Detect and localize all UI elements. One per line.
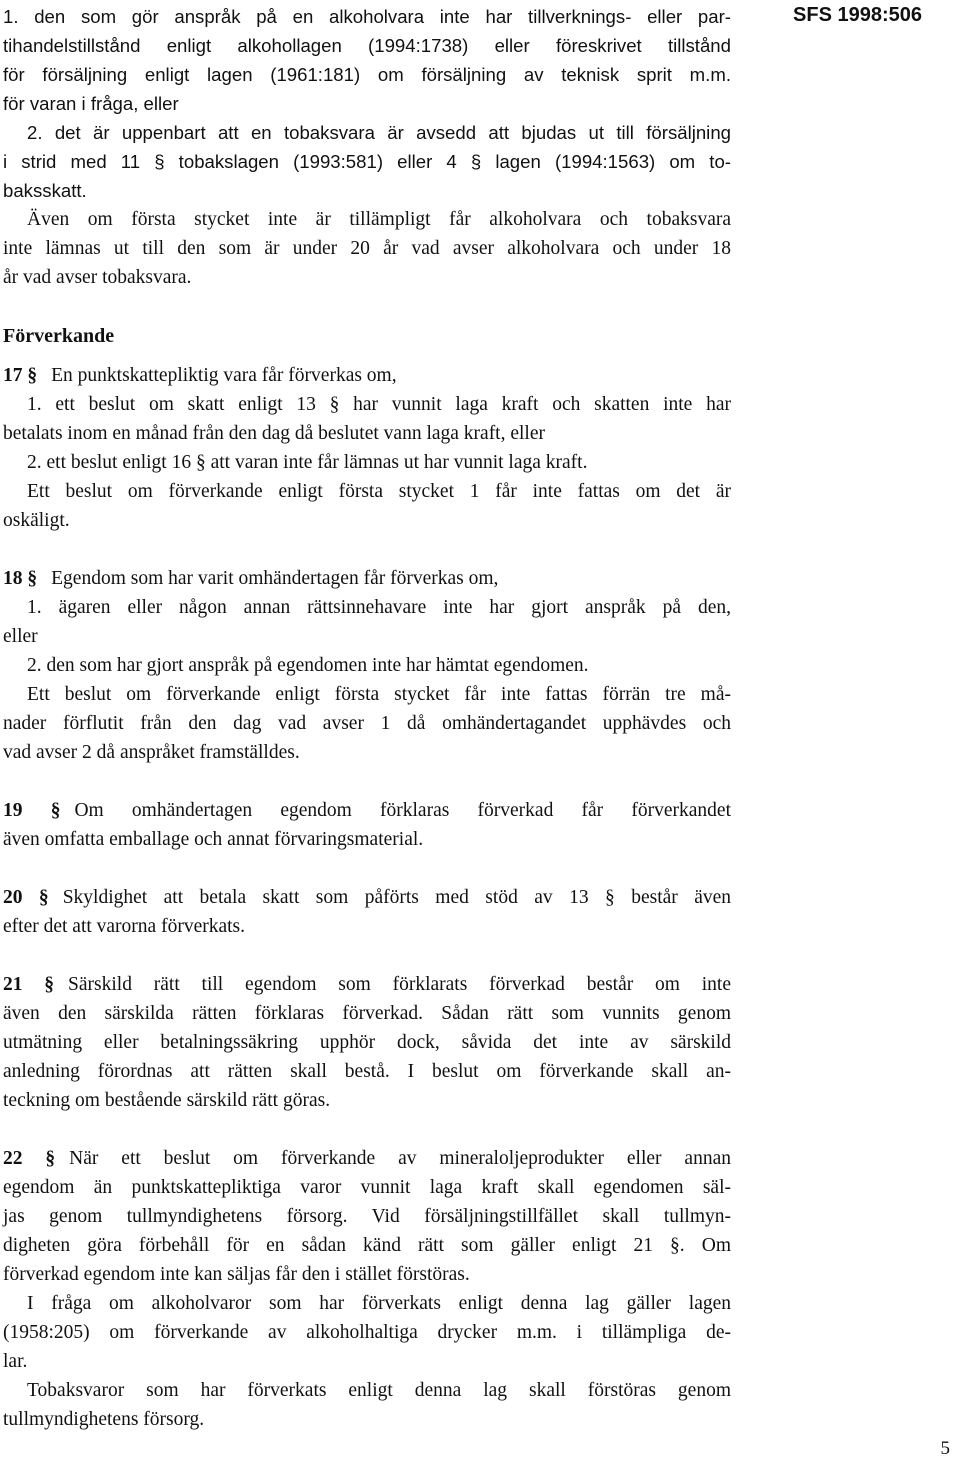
paragraph-first-line [3, 361, 731, 390]
paragraph-22 [3, 1144, 731, 1434]
paragraph-first-line [3, 970, 731, 999]
text-line: tihandelstillstånd enligt alkohollagen (1994:1738) eller föreskrivet tillstånd [3, 35, 731, 56]
text-line: 2. det är uppenbart att en tobaksvara är avsedd att bjudas ut till försäljning [27, 122, 731, 143]
text-line: vad avser 2 då anspråket framställdes. [3, 742, 300, 763]
paragraph-18 [3, 564, 731, 767]
text-line: 1. ett beslut om skatt enligt 13 § har vunnit laga kraft och skatten inte har [27, 394, 731, 415]
text-line: inte lämnas ut till den som är under 20 år vad avser alkoholvara och under 18 [3, 238, 731, 259]
text-line: (1958:205) om förverkande av alkoholhaltiga drycker m.m. i tillämpliga de- [3, 1322, 731, 1343]
text-line: efter det att varorna förverkats. [3, 916, 245, 937]
text-line: En punktskattepliktig vara får förverkas om, [51, 365, 397, 386]
paragraph-number: 22 § [3, 1148, 56, 1169]
sfs-number: SFS 1998:506 [793, 4, 922, 26]
text-line: baksskatt. [3, 180, 87, 201]
text-line: egendom än punktskattepliktiga varor vunnit laga kraft skall egendomen säl- [3, 1177, 731, 1198]
text-line: Egendom som har varit omhändertagen får förverkas om, [51, 568, 499, 589]
text-line: år vad avser tobaksvara. [3, 267, 192, 288]
text-line: anledning förordnas att rätten skall bestå. I beslut om förverkande skall an- [3, 1061, 731, 1082]
text-line: eller [3, 626, 38, 647]
paragraph-21 [3, 970, 731, 1115]
text-line: även omfatta emballage och annat förvaringsmaterial. [3, 829, 424, 850]
text-line: Även om första stycket inte är tillämpligt får alkoholvara och tobaksvara [27, 209, 731, 230]
text-line: tullmyndighetens försorg. [3, 1409, 205, 1430]
intro-block [3, 2, 731, 292]
page-number: 5 [940, 1438, 950, 1459]
paragraph-first-line [3, 1144, 731, 1173]
text-line: i strid med 11 § tobakslagen (1993:581) eller 4 § lagen (1994:1563) om to- [3, 151, 731, 172]
text-line: oskäligt. [3, 510, 70, 531]
text-line: När ett beslut om förverkande av mineraloljeprodukter eller annan [69, 1148, 731, 1169]
paragraph-number: 21 § [3, 974, 55, 995]
text-line: Särskild rätt till egendom som förklarats förverkad består om inte [68, 974, 731, 995]
text-line: lar. [3, 1351, 28, 1372]
paragraph-first-line [3, 883, 731, 912]
text-column [3, 2, 731, 1434]
text-line: för försäljning enligt lagen (1961:181) om försäljning av teknisk sprit m.m. [3, 64, 731, 85]
text-line: 2. den som har gjort anspråk på egendomen inte har hämtat egendomen. [27, 655, 589, 676]
text-line: 2. ett beslut enligt 16 § att varan inte får lämnas ut har vunnit laga kraft. [27, 452, 588, 473]
text-line: Tobaksvaror som har förverkats enligt denna lag skall förstöras genom [27, 1380, 731, 1401]
text-line: utmätning eller betalningssäkring upphör dock, såvida det inte av särskild [3, 1032, 731, 1053]
paragraph-17 [3, 361, 731, 535]
text-line: Om omhändertagen egendom förklaras förverkad får förverkandet [74, 800, 731, 821]
text-line: teckning om bestående särskild rätt göras. [3, 1090, 331, 1111]
paragraph-number: 18 § [3, 568, 38, 589]
paragraph-20 [3, 883, 731, 941]
paragraph-first-line [3, 796, 731, 825]
text-line: 1. den som gör anspråk på en alkoholvara inte har tillverknings- eller par- [3, 6, 731, 27]
text-line: jas genom tullmyndighetens försorg. Vid försäljningstillfället skall tullmyn- [3, 1206, 731, 1227]
section-heading: Förverkande [3, 325, 115, 347]
paragraph-number: 20 § [3, 887, 49, 908]
paragraph-number: 17 § [3, 365, 38, 386]
paragraph-first-line [3, 564, 731, 593]
text-line: även den särskilda rätten förklaras förverkad. Sådan rätt som vunnits genom [3, 1003, 731, 1024]
text-line: för varan i fråga, eller [3, 93, 179, 114]
text-line: 1. ägaren eller någon annan rättsinnehavare inte har gjort anspråk på den, [27, 597, 731, 618]
paragraph-19 [3, 796, 731, 854]
text-line: I fråga om alkoholvaror som har förverkats enligt denna lag gäller lagen [27, 1293, 731, 1314]
text-line: förverkad egendom inte kan säljas får den i stället förstöras. [3, 1264, 470, 1285]
text-line: Ett beslut om förverkande enligt första stycket får inte fattas förrän tre må- [27, 684, 731, 705]
text-line: betalats inom en månad från den dag då beslutet vann laga kraft, eller [3, 423, 545, 444]
paragraph-number: 19 § [3, 800, 61, 821]
text-line: Skyldighet att betala skatt som påförts med stöd av 13 § består även [62, 887, 731, 908]
text-line: nader förflutit från den dag vad avser 1 då omhändertagandet upphävdes och [3, 713, 731, 734]
text-line: digheten göra förbehåll för en sådan känd rätt som gäller enligt 21 §. Om [3, 1235, 731, 1256]
text-line: Ett beslut om förverkande enligt första stycket 1 får inte fattas om det är [27, 481, 731, 502]
